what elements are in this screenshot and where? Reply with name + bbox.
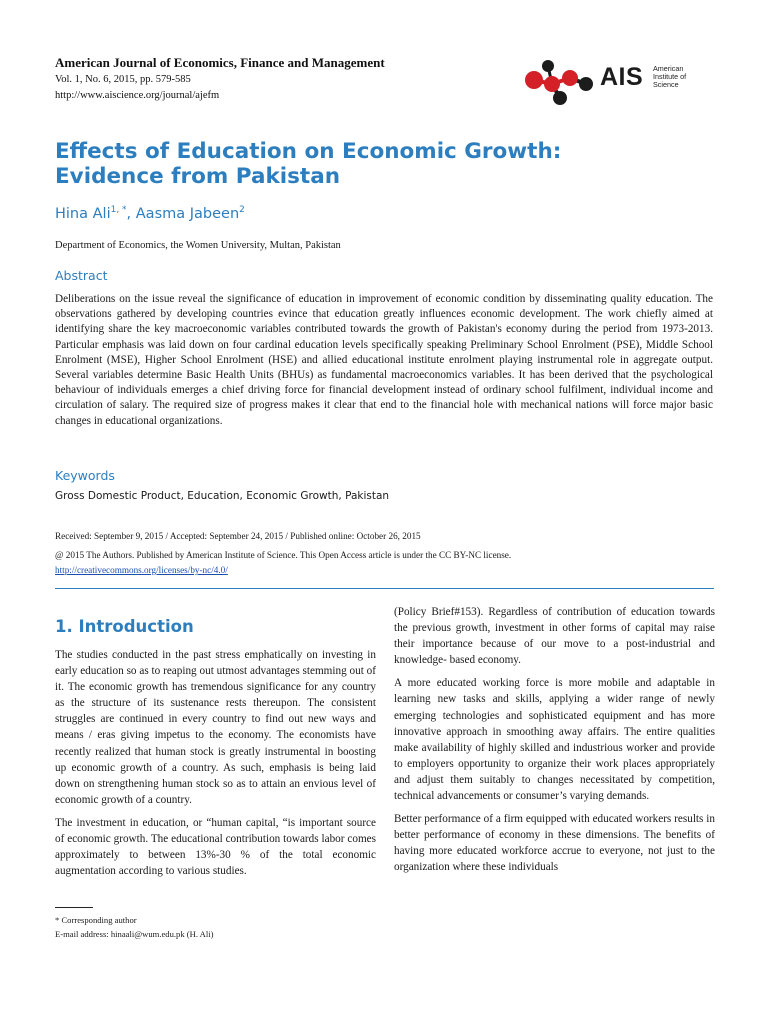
section-divider bbox=[55, 588, 714, 589]
paper-title-line: Evidence from Pakistan bbox=[55, 164, 341, 189]
author-name: Aasma Jabeen bbox=[135, 205, 240, 222]
affiliation: Department of Economics, the Women University, Multan, Pakistan bbox=[55, 240, 341, 251]
ais-logo bbox=[522, 58, 722, 108]
body-left-column bbox=[55, 605, 376, 886]
license-text: @ 2015 The Authors. Published by American Institute of Science. This Open Access article is under the CC BY-NC license. bbox=[55, 550, 512, 560]
publication-dates: Received: September 9, 2015 / Accepted: September 24, 2015 / Published online: October 26, 2015 bbox=[55, 531, 421, 541]
paper-title-line: Effects of Education on Economic Growth: bbox=[55, 139, 562, 164]
logo-subtitle-line: American bbox=[653, 64, 684, 73]
logo-text: AIS bbox=[600, 63, 644, 91]
introduction-heading: 1. Introduction bbox=[55, 617, 194, 636]
author-affiliation-mark: 2 bbox=[239, 205, 245, 215]
logo-subtitle bbox=[653, 65, 686, 89]
license-link[interactable]: http://creativecommons.org/licenses/by-nc/4.0/ bbox=[55, 565, 228, 575]
author-separator: , bbox=[126, 205, 136, 222]
author-name: Hina Ali bbox=[55, 205, 111, 222]
footnote-divider bbox=[55, 907, 93, 908]
logo-subtitle-line: Institute of bbox=[653, 72, 687, 81]
paper-title bbox=[55, 139, 675, 189]
body-paragraph: A more educated working force is more mobile and adaptable in learning new tasks and skills, applying a wider range of newly emerging technologies and sophisticated equipment and has more innovative approach in smoothing away affairs. The entire qualities make availability of highly skilled and industrious worker and provide to employers opportunity to organize their work places appropriately and adjust them suitably to changes necessitated by competition, technical advancements or consumer’s varying demands. bbox=[394, 677, 715, 803]
body-paragraph: The investment in education, or “human capital, “is important source of economic growth. The educational contribution towards labor comes approximately to between 13%-30 % of the total economic augmentation according to various studies. bbox=[55, 816, 376, 878]
body-right-column bbox=[394, 604, 715, 883]
abstract-heading: Abstract bbox=[55, 268, 108, 283]
body-paragraph: The studies conducted in the past stress emphatically on investing in early education so as to reaping out utmost advantages stemming out of it. The economic growth has tremendous significance for any country as the structure of its sustenance rests thereupon. The consistent struggles are continued in every country to find out new ways and means / eras giving impetus to the economy. The economists have recently realized that human stock is greatly instrumental in boosting up economic growth of a country. As such, emphasis is being laid down on strengthening human stock so as to attain an envious level of economic growth of a country. bbox=[55, 649, 376, 806]
author-affiliation-mark: 1, * bbox=[110, 205, 127, 215]
journal-volume: Vol. 1, No. 6, 2015, pp. 579-585 bbox=[55, 74, 191, 85]
email-footnote: E-mail address: hinaali@wum.edu.pk (H. Ali) bbox=[55, 929, 214, 939]
keywords-text: Gross Domestic Product, Education, Economic Growth, Pakistan bbox=[55, 490, 390, 502]
corresponding-author-note: * Corresponding author bbox=[55, 915, 137, 925]
body-paragraph: Better performance of a firm equipped with educated workers results in better performance of economy in these dimensions. The benefits of having more educated workforce accrue to everyone, not just to the organization where these individuals bbox=[394, 813, 715, 874]
journal-name: American Journal of Economics, Finance and Management bbox=[55, 55, 385, 70]
authors bbox=[55, 205, 245, 222]
keywords-heading: Keywords bbox=[55, 468, 115, 483]
abstract-text: Deliberations on the issue reveal the significance of education in improvement of economic condition by disseminating quality education. The observations gathered by developing countries evince that education greatly influences economic development. The work chiefly aimed at identifying share the key macroeconomic variables contributed towards the growth of Pakistan's economy during the period from 1973-2013. Particular emphasis was laid down on four cardinal education levels specifically speaking Preliminary School Enrolment (PSE), Middle School Enrolment (MSE), Higher School Enrolment (HSE) and allied educational institute enrolment playing instrumental role in aggregate output. Several variables determine Basic Health Units (BHUs) as fundamental macroeconomics variables. It has been derived that the psychological behaviour of individuals emerges a chief driving force for financial development instead of ordinary school fulfilment, individual income and circulation of salary. The required size of progress makes it clear that end to the financial hole with mechanical nations will force major basic changes in educational organizations. bbox=[55, 293, 713, 427]
body-paragraph: (Policy Brief#153). Regardless of contribution of education towards the previous growth, investment in other forms of capital may raise their importance because of our move to a post-industrial and knowledge- based economy. bbox=[394, 606, 715, 667]
logo-subtitle-line: Science bbox=[653, 80, 679, 89]
journal-url: http://www.aiscience.org/journal/ajefm bbox=[55, 90, 220, 101]
ais-molecule-icon bbox=[522, 58, 598, 108]
